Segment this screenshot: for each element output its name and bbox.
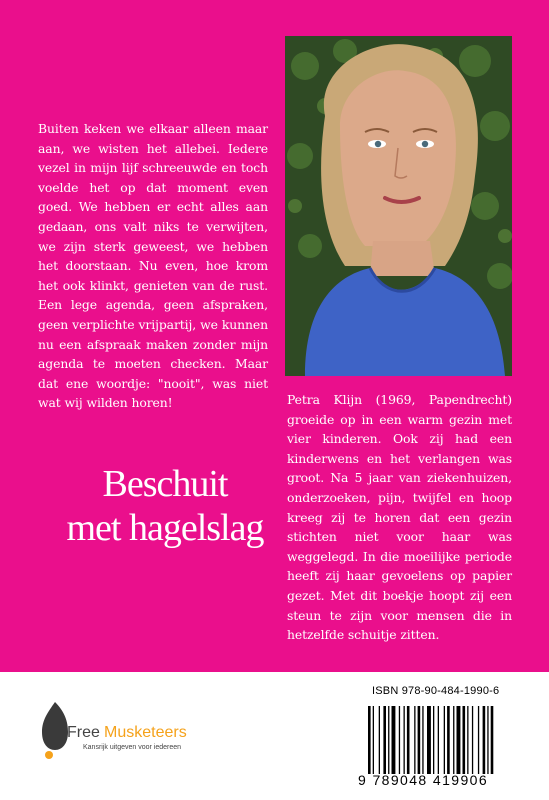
author-portrait-image <box>285 36 512 376</box>
logo-musketeers-text: Musketeers <box>104 724 187 741</box>
logo-free-text: Free <box>67 724 100 741</box>
barcode-digits: 9 789048 419906 <box>358 772 488 788</box>
publisher-logo <box>40 700 200 770</box>
title-line-2: met hagelslag <box>66 507 264 549</box>
author-photo <box>285 36 512 376</box>
author-bio: Petra Klijn (1969, Papendrecht) groeide op in een warm gezin met vier kinderen. Ook zij had een kinderwens en het verlangen was groot. Na 5 jaar van ziekenhuizen, onderzoeken, pijn, twijfel en hoop kreeg zij te horen dat een gezin stichten niet voor haar was weggelegd. In die moeilijke periode heeft zij haar gevoelens op papier gezet. Met dit boekje hoopt zij een steun te zijn voor mensen die in hetzelfde schuitje zitten. <box>287 392 512 643</box>
logo-tagline: Kansrijk uitgeven voor iedereen <box>83 744 182 751</box>
barcode-icon <box>358 700 530 782</box>
excerpt-text: Buiten keken we elkaar alleen maar aan, we wisten het allebei. Iedere vezel in mijn lijf schreeuwde en toch voelde het op dat moment even goed. We hebben er echt alles aan gedaan, ons valt niks te verwijten, we zijn sterk geweest, we hebben het doorstaan. Nu even, hoe krom het ook klinkt, genieten van de rust. Een lege agenda, geen afspraken, geen verplichte vrijpartij, we kunnen nu een afspraak maken zonder mijn agenda te moeten checken. Maar dat ene woordje: "nooit", was niet wat wij wilden horen! <box>38 121 268 411</box>
title-line-1: Beschuit <box>102 463 228 505</box>
speech-bubble-icon <box>40 700 70 760</box>
isbn-label: ISBN 978-90-484-1990-6 <box>372 685 500 697</box>
book-title <box>50 462 280 550</box>
